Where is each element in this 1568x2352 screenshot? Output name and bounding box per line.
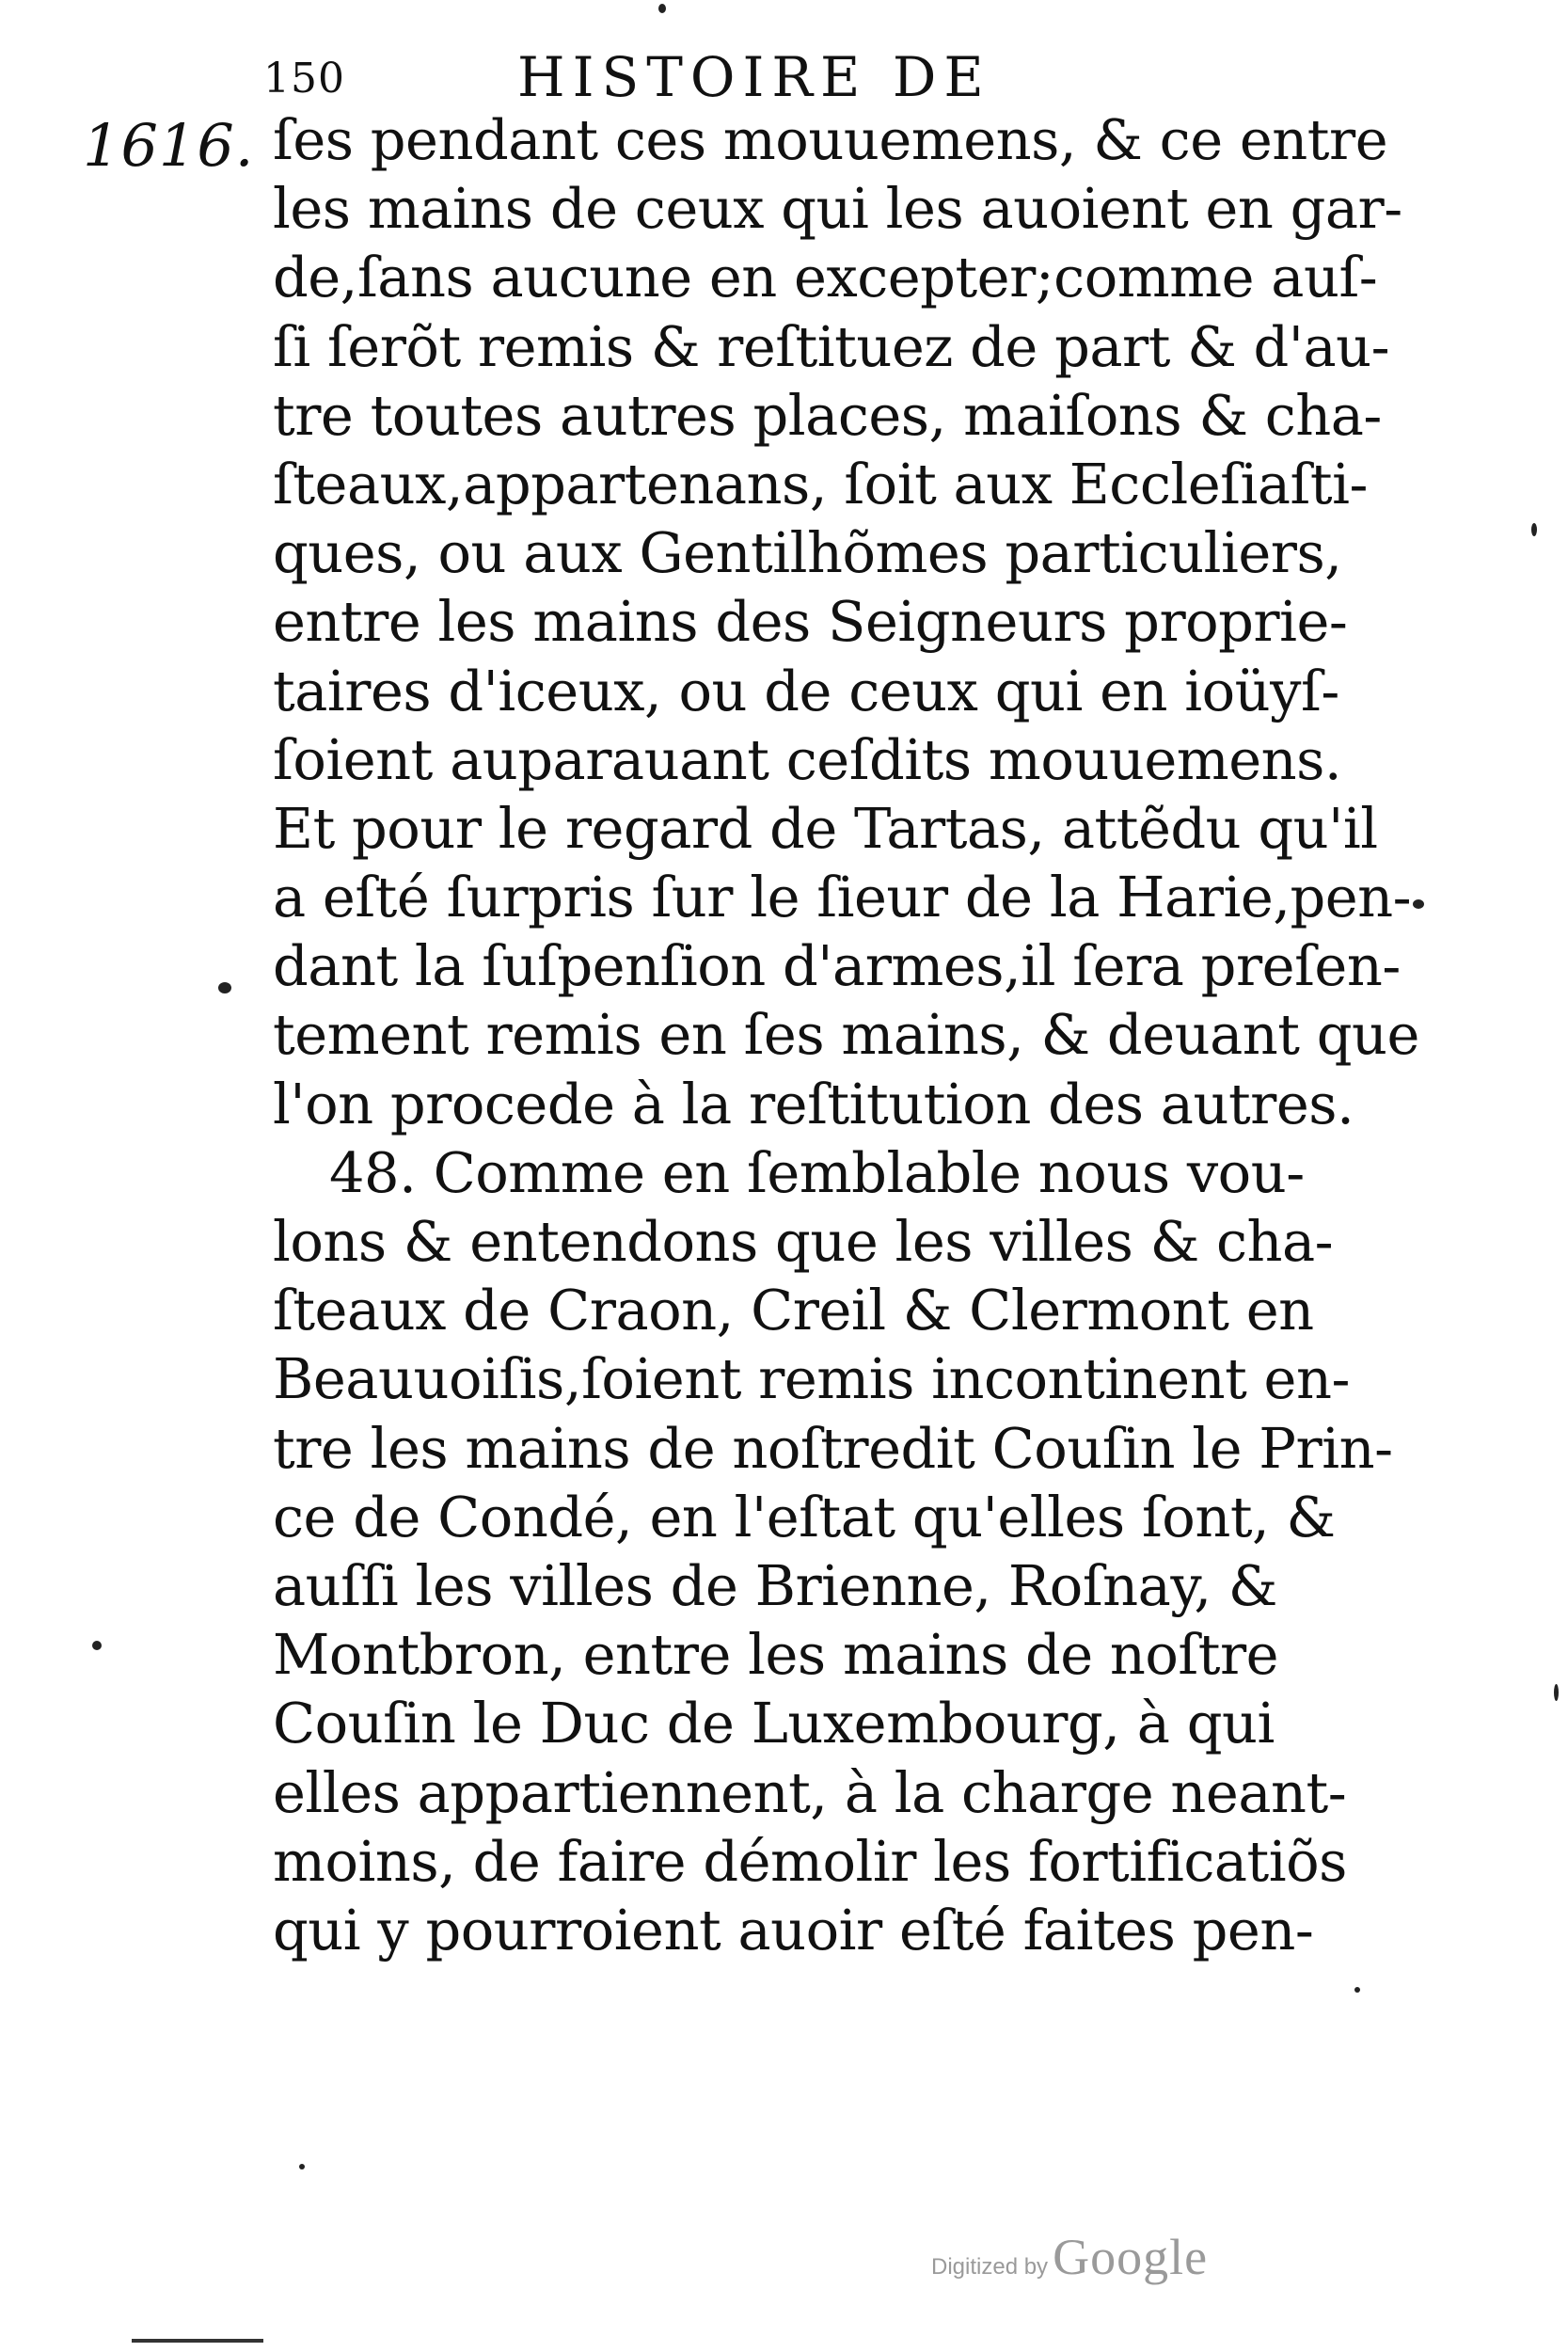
digitization-credit	[931, 2228, 1208, 2303]
text-line: l'on procede à la reſtitution des autres.	[273, 1071, 1354, 1136]
text-line: entre les mains des Seigneurs proprie-	[273, 589, 1348, 655]
margin-year-note: 1616.	[83, 111, 255, 180]
text-line: les mains de ceux qui les auoient en gar-	[273, 176, 1402, 242]
text-line: a eſté ſurpris ſur le ſieur de la Harie,pen-	[273, 865, 1412, 930]
scan-speck	[1531, 523, 1537, 536]
text-line: Et pour le regard de Tartas, attẽdu qu'il	[273, 795, 1378, 861]
text-line: dant la ſuſpenſion d'armes,il ſera preſen-	[273, 933, 1401, 999]
text-line: ſteaux de Craon, Creil & Clermont en	[273, 1278, 1314, 1343]
text-line: ce de Condé, en l'eſtat qu'elles ſont, &	[273, 1484, 1336, 1549]
text-line: moins, de faire démolir les fortificatiõs	[273, 1828, 1347, 1894]
scan-speck	[658, 4, 666, 13]
scan-speck	[92, 1641, 102, 1650]
text-line: qui y pourroient auoir eſté faites pen-	[273, 1897, 1314, 1963]
text-line: elles appartiennent, à la charge neant-	[273, 1759, 1347, 1825]
text-line-article-48: 48. Comme en ſemblable nous vou-	[329, 1139, 1305, 1205]
text-line: taires d'iceux, ou de ceux qui en ioüyſ-	[273, 658, 1339, 723]
scan-speck	[1554, 1684, 1559, 1701]
text-line: ſes pendant ces mouuemens, & ce entre	[273, 107, 1388, 172]
text-line: lons & entendons que les villes & cha-	[273, 1209, 1334, 1274]
scan-speck	[218, 982, 231, 993]
text-line: ſoient auparauant ceſdits mouuemens.	[273, 726, 1342, 792]
text-line: ſi ſerõt remis & reſtituez de part & d'au-	[273, 313, 1390, 379]
text-line: tre toutes autres places, maiſons & cha-	[273, 382, 1382, 448]
body-text	[273, 105, 1419, 1964]
text-line: tre les mains de noſtredit Couſin le Prin-	[273, 1415, 1393, 1481]
text-line: ſteaux,appartenans, ſoit aux Eccleſiaſti-	[273, 451, 1368, 516]
google-logo: Google	[1053, 2229, 1209, 2285]
scan-speck	[1354, 1987, 1360, 1993]
text-line: Montbron, entre les mains de noſtre	[273, 1622, 1279, 1688]
text-line: auſſi les villes de Brienne, Roſnay, &	[273, 1552, 1277, 1618]
text-line: de,ſans aucune en excepter;comme auſ-	[273, 245, 1378, 310]
text-line: ques, ou aux Gentilhõmes particuliers,	[273, 520, 1342, 586]
bottom-edge-rule	[132, 2339, 263, 2343]
page-header	[263, 36, 1091, 111]
text-line: Beauuoiſis,ſoient remis incontinent en-	[273, 1346, 1350, 1412]
running-title: HISTOIRE DE	[517, 45, 991, 109]
scan-speck	[1413, 899, 1424, 909]
text-line: tement remis en ſes mains, & deuant que	[273, 1002, 1419, 1068]
text-line: Couſin le Duc de Luxembourg, à qui	[273, 1691, 1275, 1756]
scan-speck	[299, 2164, 305, 2169]
digitized-by-label: Digitized by	[931, 2254, 1049, 2280]
page-number: 150	[263, 55, 345, 103]
